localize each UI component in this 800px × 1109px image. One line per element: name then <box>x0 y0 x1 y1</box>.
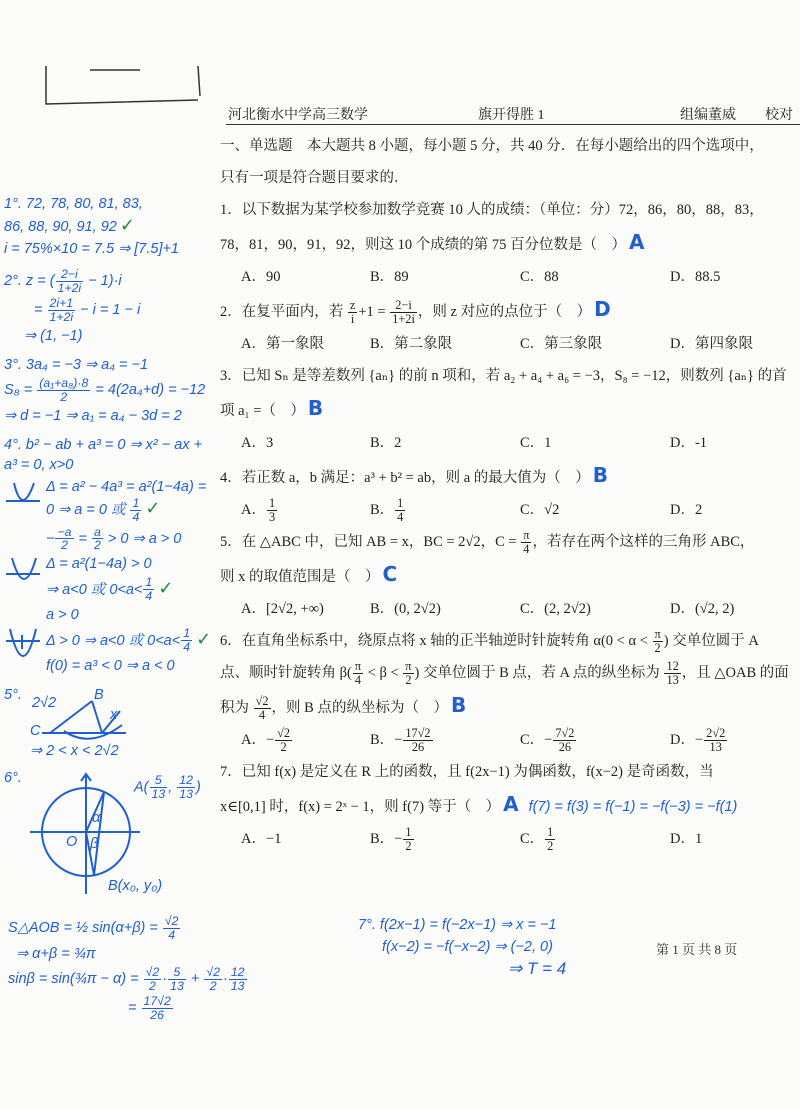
q3-option-c: C．1 <box>520 435 552 451</box>
fraction: $\frac{17√2}{26}$ <box>143 993 171 1022</box>
q4-handwritten-answer: B <box>592 463 609 487</box>
q6-option-b: B．− $\frac{17√2}{26}$ <box>370 726 431 755</box>
note-group-q5 <box>4 687 214 761</box>
note-q6: A( $\frac{5}{13}$ , $\frac{12}{13}$ ) <box>134 773 201 802</box>
q5-option-c: C．(2, 2√2) <box>520 601 591 617</box>
q6-option-c: C．− $\frac{7√2}{26}$ <box>520 726 575 755</box>
note-q4: f(0) = a³ < 0 ⇒ a < 0 <box>46 658 175 675</box>
q2-option-d: D．第四象限 <box>670 336 753 352</box>
q1-options <box>220 261 798 293</box>
bottom-notes <box>0 915 800 1024</box>
q5-option-a: A．[2√2, +∞) <box>241 601 324 617</box>
parabola-sketch-icon <box>4 554 42 588</box>
fraction: $\frac{2-i}{1+2i}$ <box>392 298 415 327</box>
note-q5: C <box>30 723 41 740</box>
note-q2: = $\frac{2i+1}{1+2i}$ − i = 1 − i <box>34 295 141 324</box>
fraction: $\frac{1}{2}$ <box>547 825 554 854</box>
check-mark: ✓ <box>158 577 174 599</box>
note-q4-case-3 <box>4 627 214 678</box>
fraction: $\frac{1}{4}$ <box>145 575 153 604</box>
fraction: $\frac{\pi}{2}$ <box>405 659 412 688</box>
note-q4: 4°. b² − ab + a³ = 0 ⇒ x² − ax + a³ = 0, x>0 <box>4 436 203 473</box>
note-group-q4 <box>4 435 214 679</box>
question-2-stem: 2．在复平面内，若 $\frac{z}{i}$ +1 = $\frac{2-i}{1+2i}$ ，则 z 对应的点位于（ ） <box>220 298 592 327</box>
header-series: 旗开得胜 1 <box>478 108 545 123</box>
fraction: $\frac{17√2}{26}$ <box>405 726 431 755</box>
page-content <box>0 130 800 1024</box>
q4-option-a: A． $\frac{1}{3}$ <box>241 496 276 525</box>
check-mark: ✓ <box>196 628 212 650</box>
fraction: $\frac{5}{13}$ <box>151 773 166 802</box>
fraction: $\frac{1}{4}$ <box>132 495 140 524</box>
note-q3: 3°. 3a₄ = −3 ⇒ a₄ = −1 <box>4 356 149 373</box>
q1-handwritten-answer: A <box>629 230 645 254</box>
note-q4-case-1 <box>4 477 214 555</box>
fraction: $\frac{\text{(a₁+a₈)·8}}{2}$ <box>39 375 89 404</box>
question-1-stem: 1．以下数据为某学校参加数学竞赛 10 人的成绩：（单位：分）72，86，80，88，83， <box>220 202 764 218</box>
note-group-q7-work <box>358 915 648 981</box>
q7-options <box>220 823 798 855</box>
q7-option-c: C． $\frac{1}{2}$ <box>520 825 554 854</box>
q3-option-b: B．2 <box>370 435 402 451</box>
fraction: $\frac{√2}{2}$ <box>277 726 291 755</box>
q5-handwritten-answer: C <box>382 562 398 586</box>
section-instructions-2: 只有一项是符合题目要求的． <box>220 170 409 186</box>
check-mark: ✓ <box>119 215 135 236</box>
fraction: $\frac{2-i}{1+2i}$ <box>57 267 82 295</box>
note-group-q6-diagram <box>4 770 214 898</box>
fraction: $\frac{a}{2}$ <box>94 524 101 553</box>
page-number: 第 1 页 共 8 页 <box>656 942 738 958</box>
header-school: 河北衡水中学高三数学 <box>228 108 368 123</box>
note-q6: β <box>90 836 99 853</box>
note-q4: Δ = a² − 4a³ = a²(1−4a) = 0 ⇒ a = 0 或 $\frac{1}{4}$ <box>46 478 207 524</box>
question-1-stem-2: 78，81，90，91，92，则这 10 个成绩的第 75 百分位数是（ ） <box>220 237 626 253</box>
handwritten-notes-column <box>4 194 214 907</box>
section-instructions: 一、单选题 本大题共 8 小题，每小题 5 分，共 40 分．在每小题给出的四个选项中， <box>220 138 764 154</box>
fraction: $\frac{z}{i}$ <box>349 298 356 327</box>
fraction: $\frac{2√2}{13}$ <box>706 726 726 755</box>
q7-handwritten-answer: A <box>503 792 519 816</box>
fraction: $\frac{1}{4}$ <box>183 626 191 655</box>
note-group-q1 <box>4 194 214 259</box>
fraction: $\frac{\pi}{2}$ <box>654 627 661 656</box>
question-4-stem: 4．若正数 a，b 满足：a³ + b² = ab，则 a 的最大值为（ ） <box>220 470 590 486</box>
question-6-stem-2: 点、顺时针旋转角 β( $\frac{\pi}{4}$ < β < $\frac{\pi}{2}$ ) 交单位圆于 B 点，若 A 点的纵坐标为 $\frac{12}{13}$ ，且 △OAB 的面 <box>220 659 789 688</box>
q2-option-c: C．第三象限 <box>520 336 603 352</box>
q4-options <box>220 494 798 526</box>
note-q4-case-2 <box>4 554 214 627</box>
question-3-stem: 3．已知 Sₙ 是等差数列 {aₙ} 的前 n 项和，若 a₂ + a₄ + a₆ = −3，S₈ = −12，则数列 {aₙ} 的首 <box>220 368 787 384</box>
q6-option-a: A．− $\frac{√2}{2}$ <box>241 726 291 755</box>
parabola-sketch-icon <box>4 627 42 665</box>
fraction: $\frac{√2}{4}$ <box>255 694 269 723</box>
q5-options <box>220 593 798 625</box>
note-q4: a > 0 <box>46 607 79 624</box>
fraction: $\frac{1}{4}$ <box>397 496 404 525</box>
fraction: $\frac{12}{13}$ <box>179 773 193 802</box>
question-5-stem: 5．在 △ABC 中，已知 AB = x，BC = 2√2，C = $\frac{\pi}{4}$ ，若存在两个这样的三角形 ABC， <box>220 528 755 557</box>
question-7-stem: 7．已知 f(x) 是定义在 R 上的函数，且 f(2x−1) 为偶函数，f(x−2) 是奇函数，当 <box>220 764 714 780</box>
note-q7: f(x−2) = −f(−x−2) ⇒ (−2, 0) <box>382 939 553 956</box>
note-q5: 2√2 <box>32 695 57 712</box>
q1-option-d: D．88.5 <box>670 269 721 285</box>
q1-option-c: C．88 <box>520 269 559 285</box>
check-mark: ✓ <box>145 497 161 519</box>
note-q3: ⇒ d = −1 ⇒ a₁ = a₄ − 3d = 2 <box>4 407 182 424</box>
note-group-q3 <box>4 355 214 426</box>
note-q5: B <box>94 687 104 704</box>
question-6-stem: 6．在直角坐标系中，绕原点将 x 轴的正半轴逆时针旋转角 α(0 < α < $\frac{\pi}{2}$ ) 交单位圆于 A <box>220 627 759 656</box>
question-6-stem-3: 积为 $\frac{√2}{4}$ ，则 B 点的纵坐标为（ ） <box>220 694 448 723</box>
note-q4: − $\frac{-a}{2}$ = $\frac{a}{2}$ > 0 ⇒ a > 0 <box>46 524 182 553</box>
question-3-stem-2: 项 a₁ =（ ） <box>220 403 305 419</box>
note-q6: sinβ = sin(¾π − α) = $\frac{√2}{2}$ · $\frac{5}{13}$ + $\frac{√2}{2}$ · $\frac{12}{13}$ <box>8 965 245 993</box>
fraction: $\frac{7√2}{26}$ <box>555 726 575 755</box>
note-q4: Δ = a²(1−4a) > 0 <box>46 556 152 573</box>
fraction: $\frac{√2}{2}$ <box>206 965 220 993</box>
question-5-stem-2: 则 x 的取值范围是（ ） <box>220 569 380 585</box>
note-group-q2 <box>4 268 214 346</box>
fraction: $\frac{12}{13}$ <box>230 965 245 993</box>
note-q4: Δ > 0 ⇒ a<0 或 0<a< $\frac{1}{4}$ <box>46 626 191 655</box>
note-q6: ⇒ α+β = ¾π <box>16 946 96 962</box>
note-q7: 7°. f(2x−1) = f(−2x−1) ⇒ x = −1 <box>358 917 557 934</box>
q6-option-d: D．− $\frac{2√2}{13}$ <box>670 726 726 755</box>
fraction: $\frac{\pi}{4}$ <box>523 528 530 557</box>
fraction: $\frac{√2}{4}$ <box>164 914 179 943</box>
note-q5: ⇒ 2 < x < 2√2 <box>30 743 119 760</box>
q3-option-d: D．-1 <box>670 435 708 451</box>
note-q1: 86, 88, 90, 91, 92 <box>4 219 117 235</box>
fraction: $\frac{2i+1}{1+2i}$ <box>49 295 74 324</box>
corner-bracket-mark <box>0 0 800 120</box>
triangle-sketch <box>30 687 130 741</box>
q7-option-a: A．−1 <box>241 831 282 847</box>
note-q2: ⇒ (1, −1) <box>24 327 83 344</box>
q4-option-d: D．2 <box>670 502 703 518</box>
parabola-sketch-icon <box>4 477 42 511</box>
header-proof: 校对 <box>765 108 793 123</box>
questions-column <box>220 130 798 855</box>
note-q6: B(x₀, y₀) <box>108 878 163 895</box>
unit-circle-diagram <box>30 770 214 898</box>
q6-handwritten-answer: B <box>450 693 467 717</box>
q4-option-c: C．√2 <box>520 502 560 518</box>
q7-option-b: B．− $\frac{1}{2}$ <box>370 825 412 854</box>
fraction: $\frac{\pi}{4}$ <box>354 659 362 688</box>
q7-option-d: D．1 <box>670 831 703 847</box>
note-q3: S₈ = $\frac{\text{(a₁+a₈)·8}}{2}$ = 4(2a₄+d) = −12 <box>4 375 206 404</box>
q3-option-a: A．3 <box>241 435 274 451</box>
note-q6: S△AOB = ½ sin(α+β) = $\frac{√2}{4}$ <box>8 914 179 943</box>
top-row <box>0 130 800 907</box>
note-q7: ⇒ T = 4 <box>508 959 567 979</box>
q2-option-a: A．第一象限 <box>241 336 324 352</box>
note-q1: i = 75%×10 = 7.5 ⇒ [7.5]+1 <box>4 241 179 257</box>
note-q6: = $\frac{17√2}{26}$ <box>128 993 171 1022</box>
note-q5: x <box>110 707 118 724</box>
q4-option-b: B． $\frac{1}{4}$ <box>370 496 404 525</box>
note-q2: 2°. z = ( $\frac{2-i}{1+2i}$ − 1)·i <box>4 267 122 295</box>
fraction: $\frac{1}{2}$ <box>405 825 412 854</box>
note-group-q6-work <box>8 915 348 1024</box>
q2-handwritten-answer: D <box>594 297 611 321</box>
question-7-stem-2: x∈[0,1] 时，f(x) = 2ˣ − 1，则 f(7) 等于（ ） <box>220 799 501 815</box>
header-editor: 组编董威 <box>680 108 736 123</box>
q3-handwritten-answer: B <box>307 396 324 420</box>
note-q7: f(7) = f(3) = f(−1) = −f(−3) = −f(1) <box>528 799 738 815</box>
fraction: $\frac{12}{13}$ <box>666 659 679 688</box>
q6-options <box>220 724 798 756</box>
note-q6: α <box>92 810 101 827</box>
q1-option-a: A．90 <box>241 269 281 285</box>
note-q4: ⇒ a<0 或 0<a< $\frac{1}{4}$ <box>46 575 153 604</box>
q5-option-d: D．(√2, 2) <box>670 601 735 617</box>
header-divider <box>226 124 800 125</box>
q2-options <box>220 328 798 360</box>
note-q1: 1°. 72, 78, 80, 81, 83, <box>4 196 143 212</box>
note-q6: 6°. <box>4 770 22 787</box>
fraction: $\frac{5}{13}$ <box>170 965 184 993</box>
q3-options <box>220 427 798 459</box>
q5-option-b: B．(0, 2√2) <box>370 601 441 617</box>
q1-option-b: B．89 <box>370 269 409 285</box>
fraction: $\frac{1}{3}$ <box>268 496 276 525</box>
fraction: $\frac{-a}{2}$ <box>57 524 72 553</box>
note-q5: 5°. <box>4 687 22 704</box>
q2-option-b: B．第二象限 <box>370 336 453 352</box>
fraction: $\frac{√2}{2}$ <box>145 965 160 993</box>
note-q6: O <box>66 834 78 851</box>
